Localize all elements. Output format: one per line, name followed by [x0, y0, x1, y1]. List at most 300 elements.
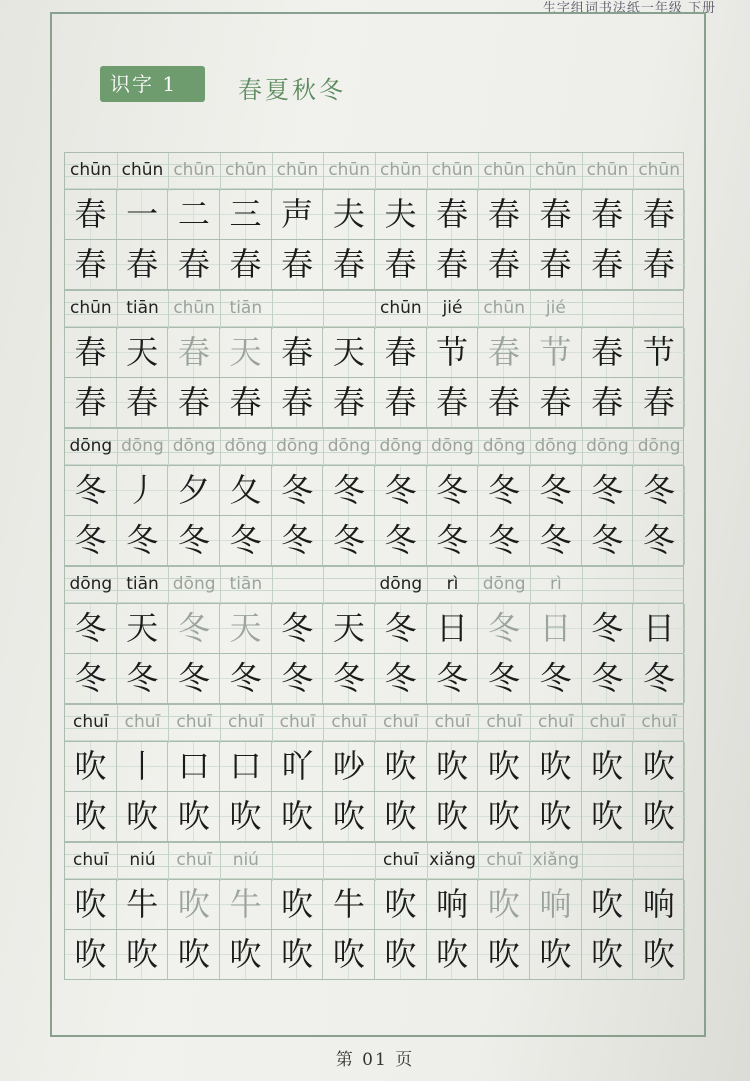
pinyin-cell: dōng: [172, 574, 216, 594]
pinyin-divider: [272, 567, 273, 605]
character: 吹: [487, 885, 520, 923]
writing-cell: [65, 654, 117, 703]
character: 吹: [487, 747, 520, 785]
writing-cell: [478, 742, 530, 791]
writing-cell: [117, 328, 169, 377]
writing-cell: [582, 742, 634, 791]
pinyin-divider: [375, 843, 376, 881]
writing-cell: [427, 516, 479, 565]
pinyin-cell: chūn: [69, 160, 112, 180]
pinyin-cell: chuī: [331, 712, 367, 732]
character: 吹: [332, 935, 365, 973]
pinyin-cell: [582, 291, 634, 329]
character: 日: [436, 609, 469, 647]
writing-cell: [168, 930, 220, 979]
character: 冬: [487, 609, 520, 647]
character-row: [64, 742, 684, 792]
pinyin-divider: [582, 291, 583, 329]
character: 春: [539, 245, 572, 283]
pinyin-divider: [272, 291, 273, 329]
character-row: [64, 240, 684, 290]
writing-cell: [530, 516, 582, 565]
writing-cell: [272, 654, 324, 703]
pinyin-cell: niú: [232, 850, 259, 870]
character: 吹: [487, 797, 520, 835]
writing-cell: [117, 190, 169, 239]
character-row: [64, 190, 684, 240]
writing-cell: [478, 378, 530, 427]
pinyin-cell: rì: [549, 574, 562, 594]
character: 春: [591, 333, 624, 371]
writing-cell: [530, 604, 582, 653]
character: 春: [591, 245, 624, 283]
pinyin-cell: dōng: [327, 436, 371, 456]
writing-cell: [530, 742, 582, 791]
writing-cell: [633, 880, 685, 929]
practice-block: [64, 152, 684, 290]
writing-cell: [168, 328, 220, 377]
writing-cell: [168, 742, 220, 791]
writing-cell: [220, 378, 272, 427]
character: 冬: [281, 609, 314, 647]
writing-cell: [427, 466, 479, 515]
writing-cell: [168, 654, 220, 703]
page-number: 第 01 页: [335, 1050, 415, 1070]
pinyin-row: [64, 842, 684, 880]
character: 吹: [229, 797, 262, 835]
writing-cell: [478, 466, 530, 515]
pinyin-divider: [427, 153, 428, 191]
character: 春: [384, 333, 417, 371]
character: 冬: [487, 521, 520, 559]
character-row: [64, 328, 684, 378]
writing-cell: [478, 240, 530, 289]
pinyin-divider: [633, 705, 634, 743]
pinyin-cell: [323, 567, 375, 605]
character: 冬: [74, 659, 107, 697]
writing-cell: [375, 654, 427, 703]
pinyin-divider: [582, 567, 583, 605]
character-row: [64, 880, 684, 930]
pinyin-cell: chūn: [328, 160, 370, 180]
character: 吖: [281, 747, 314, 785]
pinyin-cell: dōng: [637, 436, 681, 456]
character: 春: [281, 383, 314, 421]
writing-cell: [272, 604, 324, 653]
writing-cell: [375, 604, 427, 653]
writing-cell: [220, 880, 272, 929]
pinyin-divider: [427, 429, 428, 467]
character: 三: [229, 195, 262, 233]
pinyin-divider: [323, 153, 324, 191]
writing-cell: [478, 190, 530, 239]
writing-cell: [530, 328, 582, 377]
pinyin-cell: chūn: [483, 160, 525, 180]
pinyin-cell: chūn: [379, 160, 422, 180]
writing-cell: [168, 516, 220, 565]
character: 冬: [332, 659, 365, 697]
character: 天: [229, 333, 262, 371]
pinyin-cell: chuī: [434, 712, 471, 732]
character: 冬: [177, 659, 210, 697]
writing-cell: [427, 240, 479, 289]
character: 吹: [539, 935, 572, 973]
character: 冬: [332, 521, 365, 559]
writing-cell: [530, 378, 582, 427]
character: 冬: [384, 609, 417, 647]
pinyin-cell: tiān: [229, 298, 263, 318]
writing-cell: [117, 742, 169, 791]
pinyin-divider: [633, 153, 634, 191]
writing-cell: [530, 880, 582, 929]
character: 春: [384, 245, 417, 283]
pinyin-cell: jié: [545, 298, 566, 318]
character: 口: [177, 747, 210, 785]
pinyin-divider: [530, 567, 531, 605]
character: 吹: [177, 885, 210, 923]
pinyin-cell: tiān: [229, 574, 263, 594]
character: 吹: [436, 935, 469, 973]
character: 口: [229, 747, 262, 785]
character: 吹: [384, 885, 417, 923]
writing-cell: [323, 742, 375, 791]
pinyin-cell: tiān: [126, 298, 159, 318]
writing-cell: [478, 328, 530, 377]
character: 冬: [539, 659, 572, 697]
pinyin-cell: dōng: [276, 436, 319, 456]
character: 丿: [126, 471, 159, 509]
writing-cell: [582, 240, 634, 289]
pinyin-cell: chūn: [586, 160, 629, 180]
pinyin-divider: [427, 567, 428, 605]
pinyin-divider: [375, 153, 376, 191]
pinyin-divider: [427, 843, 428, 881]
writing-cell: [478, 792, 530, 841]
pinyin-divider: [220, 843, 221, 881]
character: 春: [74, 333, 107, 371]
writing-cell: [220, 466, 272, 515]
writing-cell: [582, 328, 634, 377]
pinyin-cell: chūn: [173, 298, 215, 318]
pinyin-divider: [375, 429, 376, 467]
pinyin-divider: [272, 705, 273, 743]
character: 二: [177, 195, 210, 233]
character: 吹: [591, 885, 624, 923]
pinyin-cell: chūn: [534, 160, 577, 180]
character: 冬: [591, 521, 624, 559]
character: 冬: [384, 521, 417, 559]
pinyin-cell: chuī: [486, 850, 522, 870]
pinyin-cell: [272, 291, 324, 329]
character: 冬: [642, 659, 675, 697]
writing-cell: [272, 742, 324, 791]
writing-cell: [168, 792, 220, 841]
pinyin-divider: [633, 291, 634, 329]
writing-cell: [427, 378, 479, 427]
pinyin-divider: [168, 153, 169, 191]
writing-cell: [220, 792, 272, 841]
writing-cell: [220, 240, 272, 289]
character: 春: [384, 383, 417, 421]
character: 春: [436, 195, 469, 233]
pinyin-cell: chūn: [121, 160, 164, 180]
practice-block: [64, 566, 684, 704]
character: 春: [177, 245, 210, 283]
character: 春: [332, 245, 365, 283]
character: 冬: [281, 659, 314, 697]
pinyin-cell: dōng: [379, 574, 423, 594]
writing-cell: [427, 654, 479, 703]
character: 吹: [74, 747, 107, 785]
character: 天: [332, 609, 365, 647]
writing-cell: [168, 240, 220, 289]
writing-cell: [582, 930, 634, 979]
pinyin-divider: [220, 567, 221, 605]
writing-cell: [220, 516, 272, 565]
writing-cell: [633, 654, 685, 703]
writing-cell: [375, 466, 427, 515]
pinyin-cell: [272, 843, 324, 881]
character: 吵: [332, 747, 365, 785]
pinyin-cell: chuī: [73, 850, 109, 870]
pinyin-divider: [220, 429, 221, 467]
pinyin-cell: chuī: [383, 850, 419, 870]
pinyin-cell: chuī: [73, 712, 109, 732]
character: 吹: [74, 935, 107, 973]
writing-cell: [168, 190, 220, 239]
pinyin-divider: [633, 843, 634, 881]
writing-cell: [272, 880, 324, 929]
writing-cell: [168, 604, 220, 653]
writing-cell: [117, 654, 169, 703]
writing-cell: [375, 328, 427, 377]
character: 夫: [384, 195, 417, 233]
writing-cell: [272, 930, 324, 979]
pinyin-cell: chūn: [379, 298, 422, 318]
practice-block: [64, 842, 684, 980]
pinyin-divider: [323, 843, 324, 881]
character: 吹: [436, 747, 469, 785]
pinyin-divider: [582, 705, 583, 743]
writing-cell: [582, 604, 634, 653]
pinyin-cell: dōng: [482, 574, 526, 594]
character: 冬: [332, 471, 365, 509]
pinyin-cell: jié: [442, 298, 463, 318]
writing-cell: [582, 190, 634, 239]
writing-cell: [323, 190, 375, 239]
pinyin-divider: [375, 567, 376, 605]
writing-cell: [633, 328, 685, 377]
character: 春: [487, 195, 520, 233]
writing-cell: [323, 466, 375, 515]
pinyin-divider: [530, 843, 531, 881]
pinyin-divider: [582, 843, 583, 881]
pinyin-divider: [633, 429, 634, 467]
pinyin-cell: chuī: [589, 712, 626, 732]
writing-cell: [65, 466, 117, 515]
character: 天: [332, 333, 365, 371]
writing-cell: [582, 654, 634, 703]
character: 冬: [436, 471, 469, 509]
pinyin-cell: chuī: [124, 712, 161, 732]
writing-cell: [375, 792, 427, 841]
writing-cell: [582, 378, 634, 427]
writing-cell: [633, 792, 685, 841]
writing-cell: [220, 930, 272, 979]
character: 春: [74, 245, 107, 283]
pinyin-divider: [117, 291, 118, 329]
practice-block: [64, 428, 684, 566]
writing-cell: [272, 378, 324, 427]
character: 吹: [332, 797, 365, 835]
character: 吹: [591, 797, 624, 835]
writing-cell: [375, 880, 427, 929]
character: 丨: [126, 747, 159, 785]
writing-cell: [272, 190, 324, 239]
character: 春: [642, 245, 675, 283]
character: 春: [487, 245, 520, 283]
pinyin-cell: chūn: [69, 298, 112, 318]
writing-cell: [633, 240, 685, 289]
pinyin-divider: [168, 705, 169, 743]
character: 冬: [591, 659, 624, 697]
writing-cell: [530, 930, 582, 979]
pinyin-cell: [272, 567, 324, 605]
pinyin-divider: [530, 291, 531, 329]
character: 吹: [229, 935, 262, 973]
pinyin-cell: dōng: [224, 436, 268, 456]
writing-cell: [427, 604, 479, 653]
character: 春: [591, 383, 624, 421]
writing-cell: [117, 516, 169, 565]
character: 冬: [281, 471, 314, 509]
pinyin-divider: [530, 705, 531, 743]
writing-cell: [530, 190, 582, 239]
character: 春: [177, 333, 210, 371]
character: 响: [539, 885, 572, 923]
pinyin-divider: [323, 705, 324, 743]
writing-cell: [168, 378, 220, 427]
character: 牛: [229, 885, 262, 923]
pinyin-divider: [530, 153, 531, 191]
character: 吹: [281, 885, 314, 923]
writing-cell: [530, 466, 582, 515]
writing-cell: [168, 880, 220, 929]
character-row: [64, 792, 684, 842]
pinyin-divider: [478, 153, 479, 191]
pinyin-cell: [633, 843, 685, 881]
writing-cell: [530, 240, 582, 289]
pinyin-cell: [633, 291, 685, 329]
writing-cell: [323, 930, 375, 979]
writing-cell: [117, 880, 169, 929]
character: 吹: [642, 747, 675, 785]
writing-cell: [117, 378, 169, 427]
pinyin-divider: [117, 567, 118, 605]
writing-cell: [427, 880, 479, 929]
writing-cell: [427, 930, 479, 979]
pinyin-divider: [168, 567, 169, 605]
character: 吹: [487, 935, 520, 973]
writing-cell: [272, 516, 324, 565]
writing-cell: [65, 190, 117, 239]
character: 春: [642, 383, 675, 421]
character: 吹: [281, 935, 314, 973]
character: 吹: [74, 797, 107, 835]
writing-cell: [323, 240, 375, 289]
pinyin-divider: [478, 429, 479, 467]
character: 吹: [591, 747, 624, 785]
pinyin-cell: dōng: [172, 436, 216, 456]
character: 冬: [229, 659, 262, 697]
writing-cell: [633, 190, 685, 239]
writing-cell: [117, 930, 169, 979]
pinyin-cell: tiān: [126, 574, 159, 594]
pinyin-divider: [582, 153, 583, 191]
writing-cell: [65, 742, 117, 791]
pinyin-cell: chūn: [224, 160, 267, 180]
writing-cell: [65, 930, 117, 979]
writing-cell: [375, 240, 427, 289]
character: 吹: [642, 797, 675, 835]
character: 夫: [332, 195, 365, 233]
pinyin-divider: [168, 429, 169, 467]
character: 春: [229, 245, 262, 283]
pinyin-divider: [633, 567, 634, 605]
lesson-title: 春夏秋冬: [238, 76, 346, 104]
pinyin-divider: [272, 153, 273, 191]
character: 冬: [436, 521, 469, 559]
character: 牛: [126, 885, 159, 923]
character: 冬: [642, 521, 675, 559]
character: 春: [281, 245, 314, 283]
writing-cell: [323, 792, 375, 841]
writing-cell: [633, 378, 685, 427]
writing-cell: [427, 742, 479, 791]
character: 日: [642, 609, 675, 647]
character: 吹: [384, 935, 417, 973]
writing-cell: [323, 604, 375, 653]
writing-cell: [220, 190, 272, 239]
pinyin-divider: [117, 429, 118, 467]
pinyin-divider: [220, 291, 221, 329]
character: 春: [332, 383, 365, 421]
writing-cell: [220, 328, 272, 377]
pinyin-divider: [323, 567, 324, 605]
character: 吹: [436, 797, 469, 835]
character: 天: [126, 609, 159, 647]
pinyin-cell: xiǎng: [429, 850, 476, 870]
pinyin-row: [64, 152, 684, 190]
character: 吹: [177, 935, 210, 973]
character: 春: [126, 383, 159, 421]
character: 夕: [177, 471, 210, 509]
writing-cell: [530, 654, 582, 703]
character: 响: [436, 885, 469, 923]
character: 冬: [539, 471, 572, 509]
character-row: [64, 378, 684, 428]
writing-cell: [323, 654, 375, 703]
writing-cell: [633, 930, 685, 979]
pinyin-cell: xiǎng: [532, 850, 580, 870]
writing-cell: [323, 880, 375, 929]
pinyin-divider: [478, 705, 479, 743]
character: 冬: [539, 521, 572, 559]
writing-cell: [375, 190, 427, 239]
pinyin-cell: chuī: [176, 850, 212, 870]
writing-cell: [117, 792, 169, 841]
pinyin-cell: chūn: [483, 298, 525, 318]
